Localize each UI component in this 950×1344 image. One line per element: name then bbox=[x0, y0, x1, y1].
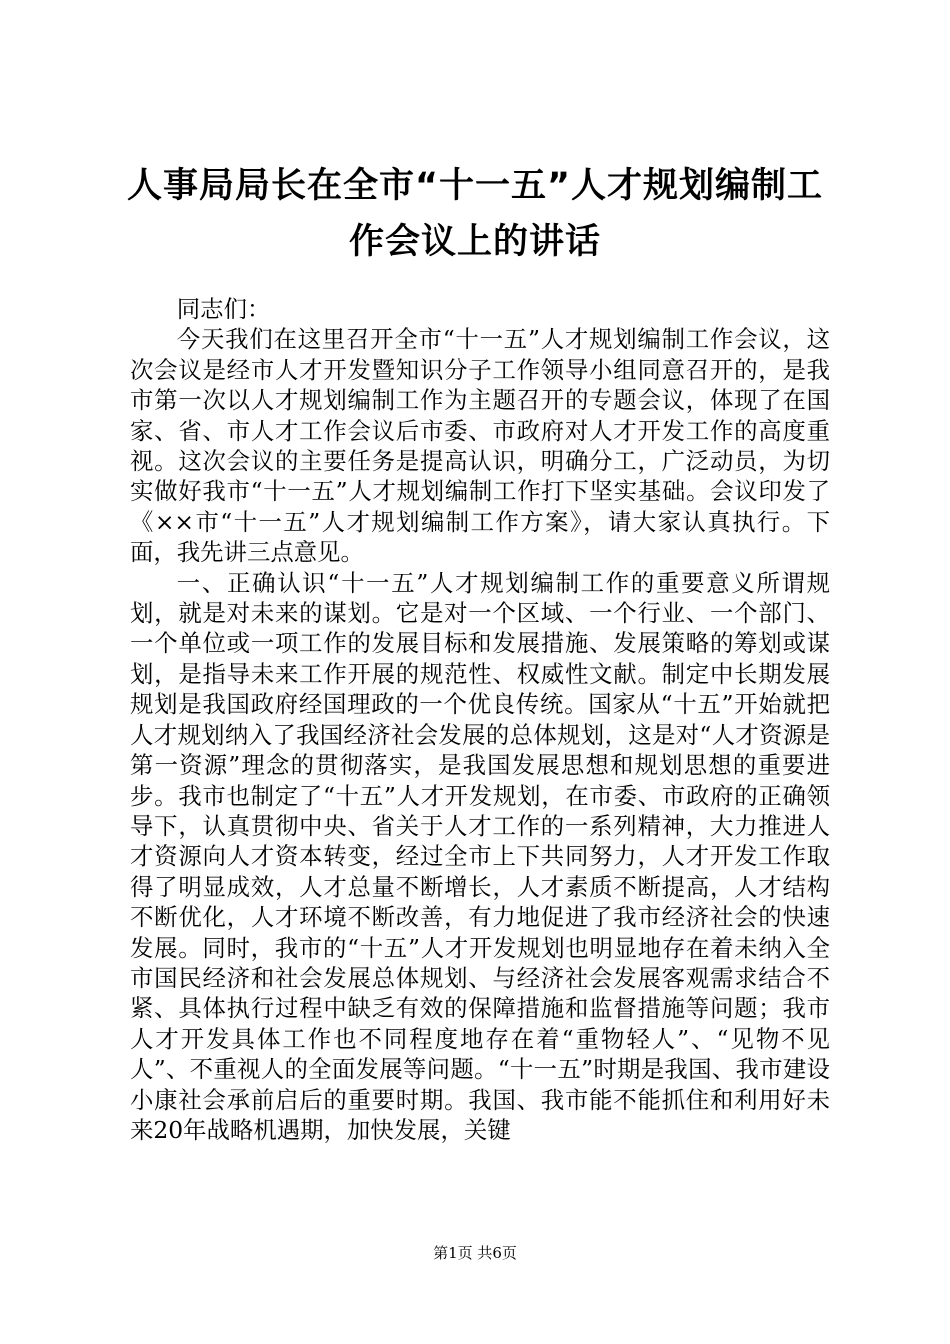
paragraph-2: 一、正确认识“十一五”人才规划编制工作的重要意义所谓规划，就是对未来的谋划。它是对一个区域、一个行业、一个部门、一个单位或一项工作的发展目标和发展措施、发展策略的筹划或谋划，是指导未来工作开展的规范性、权威性文献。制定中长期发展规划是我国政府经国理政的一个优良传统。国家从“十五”开始就把人才规划纳入了我国经济社会发展的总体规划，这是对“人才资源是第一资源”理念的贯彻落实，是我国发展思想和规划思想的重要进步。我市也制定了“十五”人才开发规划，在市委、市政府的正确领导下，认真贯彻中央、省关于人才工作的一系列精神，大力推进人才资源向人才资本转变，经过全市上下共同努力，人才开发工作取得了明显成效，人才总量不断增长，人才素质不断提高，人才结构不断优化，人才环境不断改善，有力地促进了我市经济社会的快速发展。同时，我市的“十五”人才开发规划也明显地存在着未纳入全市国民经济和社会发展总体规划、与经济社会发展客观需求结合不紧、具体执行过程中缺乏有效的保障措施和监督措施等问题；我市人才开发具体工作也不同程度地存在着“重物轻人”、“见物不见人”、不重视人的全面发展等问题。“十一五”时期是我国、我市建设小康社会承前启后的重要时期。我国、我市能不能抓住和利用好未来20年战略机遇期，加快发展，关键 bbox=[130, 568, 830, 1144]
document-title bbox=[100, 158, 850, 270]
document-body bbox=[130, 294, 830, 1145]
page-footer bbox=[0, 1243, 950, 1263]
paragraph-1: 今天我们在这里召开全市“十一五”人才规划编制工作会议，这次会议是经市人才开发暨知识分子工作领导小组同意召开的，是我市第一次以人才规划编制工作为主题召开的专题会议，体现了在国家、省、市人才工作会议后市委、市政府对人才开发工作的高度重视。这次会议的主要任务是提高认识，明确分工，广泛动员，为切实做好我市“十一五”人才规划编制工作打下坚实基础。会议印发了《××市“十一五”人才规划编制工作方案》，请大家认真执行。下面，我先讲三点意见。 bbox=[130, 325, 830, 567]
salutation: 同志们： bbox=[176, 295, 271, 323]
page-number-label: 第1页 共6页 bbox=[433, 1244, 517, 1262]
title-line-2: 作会议上的讲话 bbox=[348, 222, 601, 262]
title-line-1: 人事局局长在全市“十一五”人才规划编制工 bbox=[126, 166, 823, 206]
